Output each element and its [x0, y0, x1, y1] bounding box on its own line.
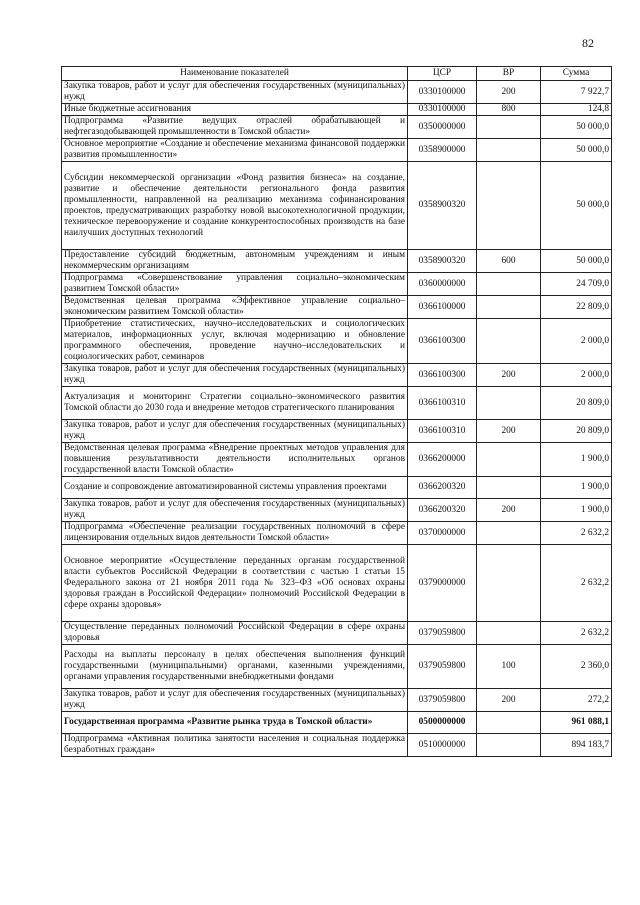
cell-csr: 0358900320: [408, 250, 477, 273]
header-row: [62, 67, 612, 81]
cell-sum: 2 632,2: [541, 622, 612, 645]
cell-csr: 0370000000: [408, 522, 477, 545]
table-row: [62, 104, 612, 116]
header-vr: ВР: [477, 67, 541, 81]
table-row: [62, 499, 612, 522]
cell-sum: 1 900,0: [541, 499, 612, 522]
cell-name: Субсидии некоммерческой организации «Фонд развития бизнеса» на создание, развитие и обеспечение деятельности регионального фонда развития промышленности, направленной на реализацию механизма софинансирования проектов, предусматривающих разработку новой высокотехнологичной продукции, техническое перевооружение и создание конкурентоспособных производств на базе наилучших доступных технологий: [62, 162, 408, 250]
table-row: [62, 250, 612, 273]
cell-vr: 200: [477, 81, 541, 104]
cell-csr: 0330100000: [408, 81, 477, 104]
cell-csr: 0379059800: [408, 622, 477, 645]
header-sum: Сумма: [541, 67, 612, 81]
cell-vr: [477, 443, 541, 477]
table-row: [62, 296, 612, 319]
cell-csr: 0366100300: [408, 364, 477, 387]
table-row: [62, 319, 612, 364]
cell-sum: 2 632,2: [541, 522, 612, 545]
table-row: [62, 622, 612, 645]
table-row: [62, 139, 612, 162]
cell-vr: 200: [477, 364, 541, 387]
header-csr: ЦСР: [408, 67, 477, 81]
cell-name: Основное мероприятие «Создание и обеспечение механизма финансовой поддержки развития промышленности»: [62, 139, 408, 162]
cell-sum: 20 809,0: [541, 420, 612, 443]
cell-csr: 0500000000: [408, 712, 477, 734]
cell-name: Государственная программа «Развитие рынка труда в Томской области»: [62, 712, 408, 734]
cell-vr: 200: [477, 420, 541, 443]
cell-sum: 2 360,0: [541, 645, 612, 689]
cell-csr: 0358900320: [408, 162, 477, 250]
cell-vr: [477, 319, 541, 364]
cell-sum: 20 809,0: [541, 387, 612, 420]
cell-name: Создание и сопровождение автоматизированной системы управления проектами: [62, 477, 408, 499]
cell-name: Закупка товаров, работ и услуг для обеспечения государственных (муниципальных) нужд: [62, 499, 408, 522]
table-row: [62, 734, 612, 757]
cell-sum: 2 632,2: [541, 545, 612, 622]
cell-vr: [477, 734, 541, 757]
cell-vr: [477, 622, 541, 645]
cell-vr: [477, 712, 541, 734]
cell-csr: 0366200320: [408, 499, 477, 522]
cell-csr: 0350000000: [408, 116, 477, 139]
cell-csr: 0358900000: [408, 139, 477, 162]
table-row: [62, 420, 612, 443]
cell-csr: 0330100000: [408, 104, 477, 116]
cell-csr: 0379059800: [408, 689, 477, 712]
cell-vr: 200: [477, 689, 541, 712]
cell-name: Расходы на выплаты персоналу в целях обеспечения выполнения функций государственными (муниципальными) органами, казенными учреждениями, органами управления государственными внебюджетными фондами: [62, 645, 408, 689]
cell-csr: 0366100310: [408, 387, 477, 420]
table-row: [62, 545, 612, 622]
table-row: [62, 364, 612, 387]
cell-csr: 0379059800: [408, 645, 477, 689]
cell-sum: 7 922,7: [541, 81, 612, 104]
cell-name: Ведомственная целевая программа «Эффективное управление социально–экономическим развитием Томской области»: [62, 296, 408, 319]
cell-name: Подпрограмма «Совершенствование управления социально–экономическим развитием Томской области»: [62, 273, 408, 296]
cell-vr: 800: [477, 104, 541, 116]
cell-vr: [477, 139, 541, 162]
table-row: [62, 689, 612, 712]
cell-csr: 0366100310: [408, 420, 477, 443]
cell-vr: [477, 273, 541, 296]
cell-sum: 1 900,0: [541, 477, 612, 499]
cell-name: Ведомственная целевая программа «Внедрение проектных методов управления для повышения результативности деятельности исполнительных органов государственной власти Томской области»: [62, 443, 408, 477]
cell-name: Закупка товаров, работ и услуг для обеспечения государственных (муниципальных) нужд: [62, 420, 408, 443]
page-number: 82: [582, 36, 594, 50]
cell-sum: 961 088,1: [541, 712, 612, 734]
cell-csr: 0510000000: [408, 734, 477, 757]
table-row: [62, 477, 612, 499]
cell-csr: 0366100000: [408, 296, 477, 319]
table-row: [62, 443, 612, 477]
cell-vr: 600: [477, 250, 541, 273]
cell-sum: 50 000,0: [541, 139, 612, 162]
cell-name: Приобретение статистических, научно–исследовательских и социологических материалов, информационных услуг, включая модернизацию и обновление программного обеспечения, проведение научно–исследовательских и социологических работ, семинаров: [62, 319, 408, 364]
cell-sum: 24 709,0: [541, 273, 612, 296]
cell-name: Осуществление переданных полномочий Российской Федерации в сфере охраны здоровья: [62, 622, 408, 645]
cell-sum: 1 900,0: [541, 443, 612, 477]
cell-name: Закупка товаров, работ и услуг для обеспечения государственных (муниципальных) нужд: [62, 364, 408, 387]
cell-name: Подпрограмма «Развитие ведущих отраслей обрабатывающей и нефтегазодобывающей промышленности в Томской области»: [62, 116, 408, 139]
cell-vr: [477, 522, 541, 545]
table-row: [62, 645, 612, 689]
cell-sum: 2 000,0: [541, 364, 612, 387]
cell-name: Закупка товаров, работ и услуг для обеспечения государственных (муниципальных) нужд: [62, 81, 408, 104]
cell-vr: 100: [477, 645, 541, 689]
cell-csr: 0366200000: [408, 443, 477, 477]
cell-vr: [477, 545, 541, 622]
table-row: [62, 81, 612, 104]
cell-vr: [477, 477, 541, 499]
table-row: [62, 116, 612, 139]
table-row: [62, 273, 612, 296]
cell-name: Закупка товаров, работ и услуг для обеспечения государственных (муниципальных) нужд: [62, 689, 408, 712]
cell-csr: 0366200320: [408, 477, 477, 499]
cell-name: Подпрограмма «Обеспечение реализации государственных полномочий в сфере лицензирования отдельных видов деятельности Томской области»: [62, 522, 408, 545]
budget-table: [61, 66, 612, 757]
cell-vr: 200: [477, 499, 541, 522]
cell-csr: 0366100300: [408, 319, 477, 364]
cell-sum: 50 000,0: [541, 116, 612, 139]
cell-name: Иные бюджетные ассигнования: [62, 104, 408, 116]
cell-sum: 124,8: [541, 104, 612, 116]
table-row: [62, 522, 612, 545]
cell-name: Подпрограмма «Активная политика занятости населения и социальная поддержка безработных граждан»: [62, 734, 408, 757]
cell-sum: 22 809,0: [541, 296, 612, 319]
cell-name: Предоставление субсидий бюджетным, автономным учреждениям и иным некоммерческим организациям: [62, 250, 408, 273]
header-name: Наименование показателей: [62, 67, 408, 81]
cell-sum: 272,2: [541, 689, 612, 712]
cell-name: Актуализация и мониторинг Стратегии социально–экономического развития Томской области до 2030 года и внедрение методов стратегического планирования: [62, 387, 408, 420]
table-row: [62, 712, 612, 734]
table-row: [62, 162, 612, 250]
cell-sum: 2 000,0: [541, 319, 612, 364]
cell-vr: [477, 162, 541, 250]
cell-sum: 50 000,0: [541, 162, 612, 250]
cell-vr: [477, 387, 541, 420]
cell-sum: 894 183,7: [541, 734, 612, 757]
cell-csr: 0360000000: [408, 273, 477, 296]
table-row: [62, 387, 612, 420]
cell-vr: [477, 116, 541, 139]
cell-name: Основное мероприятие «Осуществление переданных органам государственной власти субъектов Российской Федерации в соответствии с частью 1 статьи 15 Федерального закона от 21 ноября 2011 года № 323–ФЗ «Об основах охраны здоровья граждан в Российской Федерации» полномочий Российской Федерации в сфере охраны здоровья»: [62, 545, 408, 622]
cell-csr: 0379000000: [408, 545, 477, 622]
cell-vr: [477, 296, 541, 319]
cell-sum: 50 000,0: [541, 250, 612, 273]
